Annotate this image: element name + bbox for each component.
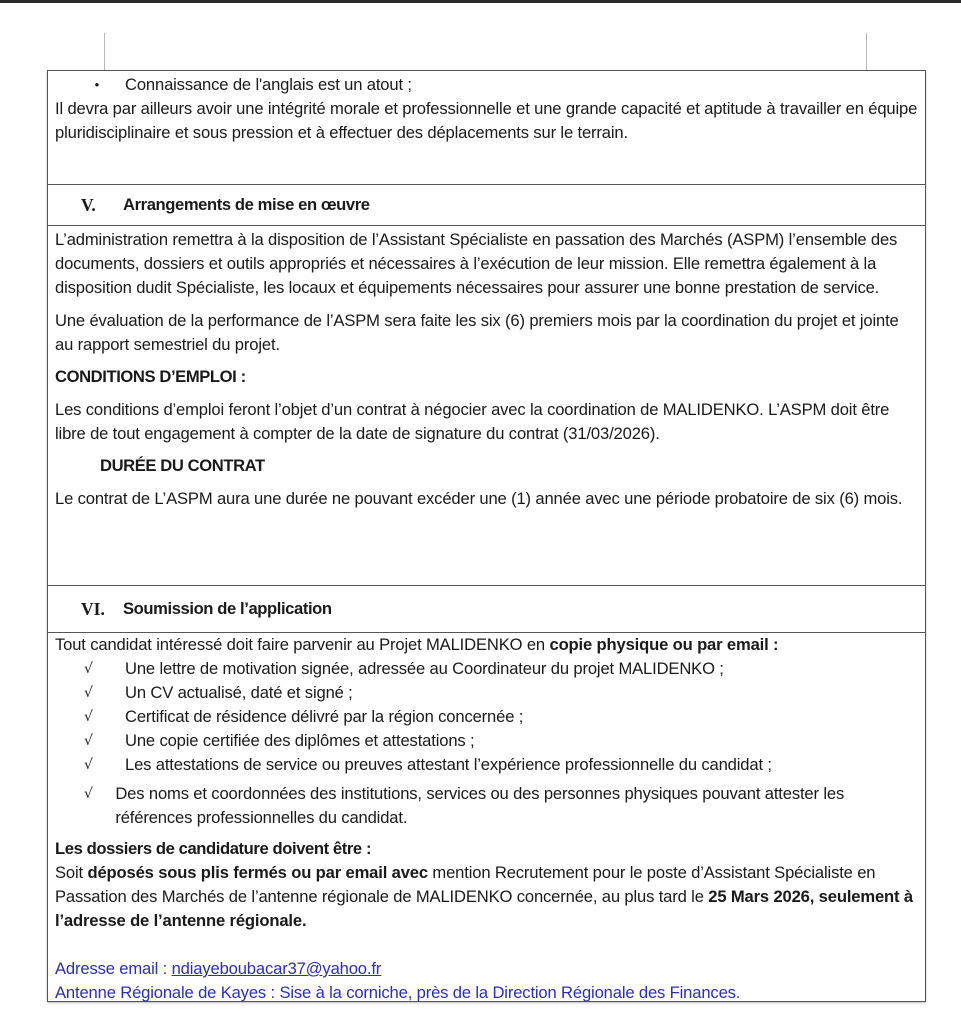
document-text: Certificat de résidence délivré par la région concernée ; [125,707,524,726]
document-text: Un CV actualisé, daté et signé ; [125,683,353,702]
section-iv-tail [48,71,925,185]
submission-intro [55,633,919,657]
deadline-text: 25 Mars 2026, seulement à l’adresse de l’antenne régionale. [55,887,913,930]
top-bar [0,0,961,3]
section-vi-header [48,586,925,633]
section-v-numeral: V. [81,194,96,215]
duration-text: Le contrat de L’ASPM aura une durée ne pouvant excéder une (1) année avec une période probatoire de six (6) mois. [55,489,903,508]
dossiers-text: mention Recrutement pour le poste d’Assistant Spécialiste en Passation des Marchés de l’antenne régionale de MALIDENKO concernée, au plus tard le [55,863,876,906]
check-icon: √ [84,786,93,802]
document-text: Une copie certifiée des diplômes et attestations ; [125,731,475,750]
document-text: Des noms et coordonnées des institutions, services ou des personnes physiques pouvant attester les références professionnelles du candidat. [115,784,845,827]
document-item [55,753,919,777]
integrity-paragraph: Il devra par ailleurs avoir une intégrité morale et professionnelle et une grande capacité et aptitude à travailler en équipe pluridisciplinaire et sous pression et à effectuer des déplacements sur le terrain. [55,99,918,142]
duration-heading: DURÉE DU CONTRAT [100,456,265,475]
section-vi-body [48,633,925,1001]
document-item [55,681,919,705]
check-icon: √ [84,733,93,749]
bullet-item [55,73,919,97]
check-icon: √ [84,685,93,701]
section-vi-numeral: VI. [81,598,105,619]
document-table [47,70,926,1002]
evaluation-paragraph: Une évaluation de la performance de l’ASPM sera faite les six (6) premiers mois par la coordination du projet et jointe au rapport semestriel du projet. [55,311,899,354]
document-item [55,729,919,753]
email-line [55,957,919,981]
email-label: Adresse email : [55,959,172,978]
document-item [55,782,919,830]
dossiers-text: Soit [55,863,88,882]
section-v-title: Arrangements de mise en œuvre [123,195,370,214]
conditions-text: Les conditions d’emploi feront l’objet d’un contrat à négocier avec la coordination de MALIDENKO. L’ASPM doit être libre de tout engagement à compter de la date de signature du contrat (31/03/2026). [55,400,890,443]
document-item [55,657,919,681]
section-v-header [48,185,925,226]
section-vi-title: Soumission de l’application [123,599,332,618]
document-text: Une lettre de motivation signée, adressée au Coordinateur du projet MALIDENKO ; [125,659,724,678]
conditions-heading: CONDITIONS D’EMPLOI : [55,367,246,386]
dossiers-heading: Les dossiers de candidature doivent être : [55,839,372,858]
bullet-icon: • [94,77,99,92]
dossiers-bold-text: déposés sous plis fermés ou par email avec [87,863,428,882]
intro-bold-text: copie physique ou par email : [549,635,779,654]
right-margin-mark [866,33,867,71]
section-v-body [48,226,925,586]
intro-text: Tout candidat intéressé doit faire parvenir au Projet MALIDENKO en [55,635,550,654]
email-link[interactable]: ndiayeboubacar37@yahoo.fr [171,959,382,978]
antenna-address: Antenne Régionale de Kayes : Sise à la corniche, près de la Direction Régionale des Finances. [55,983,741,1002]
check-icon: √ [84,661,93,677]
required-documents-list [55,657,919,830]
left-margin-mark [104,33,105,71]
document-item [55,705,919,729]
administration-paragraph: L’administration remettra à la disposition de l’Assistant Spécialiste en passation des Marchés (ASPM) l’ensemble des documents, dossiers et outils appropriés et nécessaires à l’exécution de leur mission. Elle remettra également à la disposition dudit Spécialiste, les locaux et équipements nécessaires pour assurer une bonne prestation de service. [55,230,898,297]
dossiers-paragraph [55,861,919,933]
check-icon: √ [84,709,93,725]
check-icon: √ [84,757,93,773]
bullet-text: Connaissance de l'anglais est un atout ; [125,75,412,94]
document-text: Les attestations de service ou preuves attestant l’expérience professionnelle du candidat ; [125,755,772,774]
